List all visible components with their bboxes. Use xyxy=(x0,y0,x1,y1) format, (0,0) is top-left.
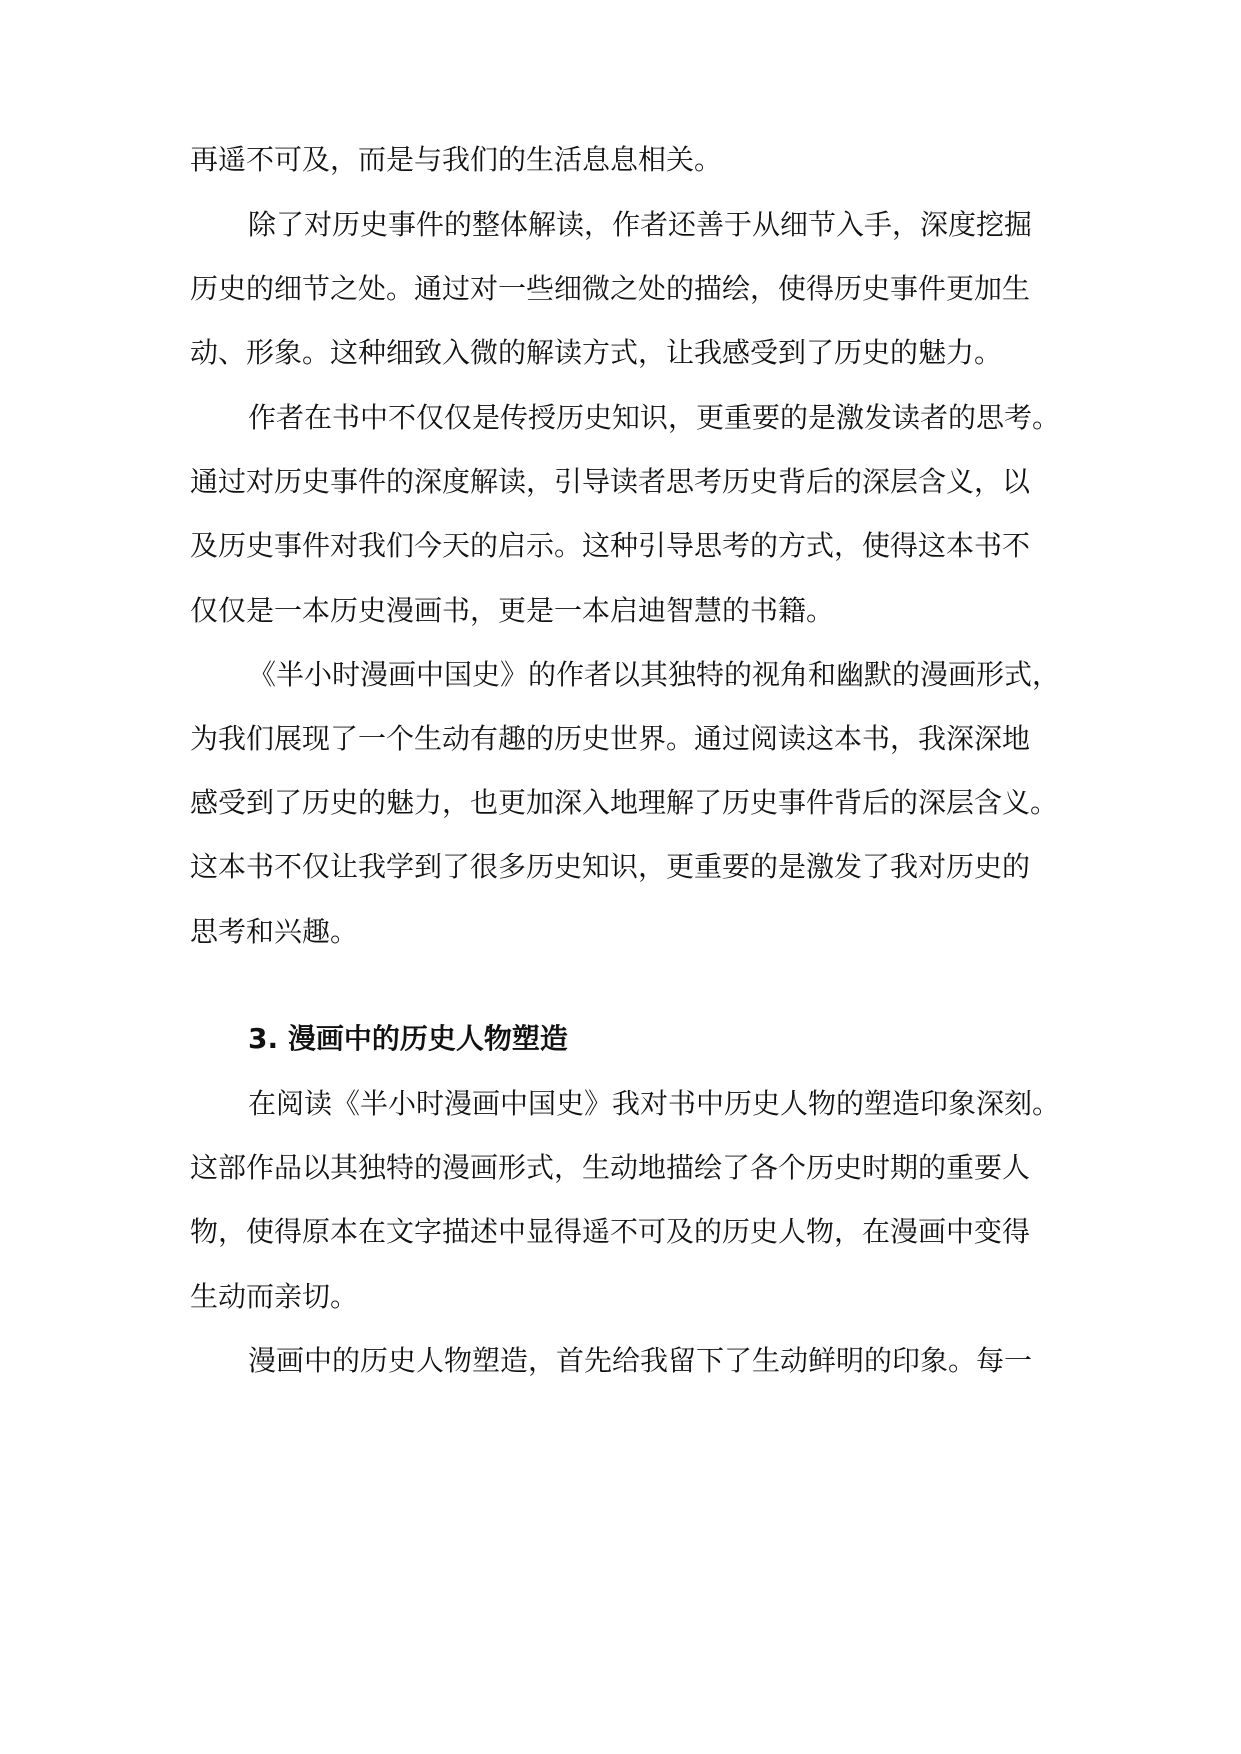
paragraph-line: 《半小时漫画中国史》的作者以其独特的视角和幽默的漫画形式， xyxy=(248,658,1061,691)
paragraph-line: 为我们展现了一个生动有趣的历史世界。通过阅读这本书，我深深地 xyxy=(190,722,1031,755)
paragraph-line: 作者在书中不仅仅是传授历史知识，更重要的是激发读者的思考。 xyxy=(248,401,1061,434)
paragraph-line: 这部作品以其独特的漫画形式，生动地描绘了各个历史时期的重要人 xyxy=(190,1151,1031,1184)
paragraph-line: 再遥不可及，而是与我们的生活息息相关。 xyxy=(190,143,723,176)
paragraph-line: 这本书不仅让我学到了很多历史知识，更重要的是激发了我对历史的 xyxy=(190,850,1031,883)
paragraph-line: 漫画中的历史人物塑造，首先给我留下了生动鲜明的印象。每一 xyxy=(248,1344,1033,1377)
paragraph-line: 仅仅是一本历史漫画书，更是一本启迪智慧的书籍。 xyxy=(190,594,835,627)
paragraph-line: 动、形象。这种细致入微的解读方式，让我感受到了历史的魅力。 xyxy=(190,336,1003,369)
section-heading: 3. 漫画中的历史人物塑造 xyxy=(248,1022,568,1055)
paragraph-line: 历史的细节之处。通过对一些细微之处的描绘，使得历史事件更加生 xyxy=(190,272,1031,305)
paragraph-line: 思考和兴趣。 xyxy=(190,915,359,948)
paragraph-line: 感受到了历史的魅力，也更加深入地理解了历史事件背后的深层含义。 xyxy=(190,786,1059,819)
paragraph-line: 通过对历史事件的深度解读，引导读者思考历史背后的深层含义，以 xyxy=(190,465,1031,498)
paragraph-line: 生动而亲切。 xyxy=(190,1280,359,1313)
paragraph-line: 在阅读《半小时漫画中国史》我对书中历史人物的塑造印象深刻。 xyxy=(248,1087,1061,1120)
paragraph-line: 除了对历史事件的整体解读，作者还善于从细节入手，深度挖掘 xyxy=(248,208,1033,241)
paragraph-line: 物，使得原本在文字描述中显得遥不可及的历史人物，在漫画中变得 xyxy=(190,1215,1031,1248)
paragraph-line: 及历史事件对我们今天的启示。这种引导思考的方式，使得这本书不 xyxy=(190,529,1031,562)
